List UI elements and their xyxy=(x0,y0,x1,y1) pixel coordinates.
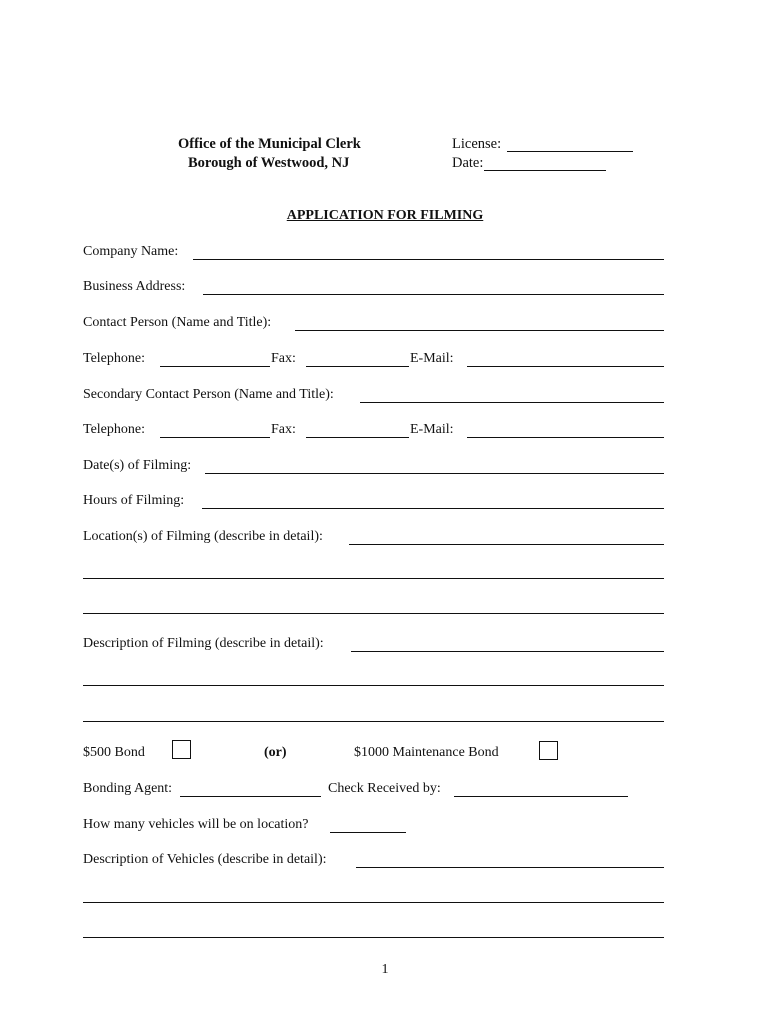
bonding-agent-label: Bonding Agent: xyxy=(83,781,173,796)
fax-field[interactable] xyxy=(306,366,409,367)
business-address-field[interactable] xyxy=(203,294,664,295)
telephone-field[interactable] xyxy=(160,366,270,367)
locations-of-filming-label: Location(s) of Filming (describe in detail): xyxy=(83,529,323,544)
page-number: 1 xyxy=(381,962,389,977)
bonding-agent-field[interactable] xyxy=(180,796,321,797)
secondary-contact-field[interactable] xyxy=(360,402,664,403)
locations-of-filming-line-3[interactable] xyxy=(83,613,664,614)
secondary-email-label: E-Mail: xyxy=(410,422,454,437)
hours-of-filming-field[interactable] xyxy=(202,508,664,509)
check-received-field[interactable] xyxy=(454,796,628,797)
secondary-fax-field[interactable] xyxy=(306,437,409,438)
email-field[interactable] xyxy=(467,366,664,367)
description-of-filming-line-2[interactable] xyxy=(83,685,664,686)
fax-label: Fax: xyxy=(271,351,296,366)
description-of-vehicles-line-2[interactable] xyxy=(83,902,664,903)
description-of-filming-label: Description of Filming (describe in detail): xyxy=(83,636,324,651)
vehicles-count-label: How many vehicles will be on location? xyxy=(83,817,309,832)
borough-title: Borough of Westwood, NJ xyxy=(188,155,350,171)
company-name-label: Company Name: xyxy=(83,244,179,259)
description-of-filming-field[interactable] xyxy=(351,651,664,652)
vehicles-count-field[interactable] xyxy=(330,832,406,833)
contact-person-field[interactable] xyxy=(295,330,664,331)
email-label: E-Mail: xyxy=(410,351,454,366)
description-of-vehicles-line-3[interactable] xyxy=(83,937,664,938)
secondary-telephone-field[interactable] xyxy=(160,437,270,438)
or-label: (or) xyxy=(264,745,287,760)
form-title: APPLICATION FOR FILMING xyxy=(286,208,484,223)
date-label-header: Date: xyxy=(452,155,484,171)
bond-500-label: $500 Bond xyxy=(83,745,145,760)
date-field-header[interactable] xyxy=(484,170,606,171)
dates-of-filming-label: Date(s) of Filming: xyxy=(83,458,192,473)
telephone-label: Telephone: xyxy=(83,351,145,366)
office-title: Office of the Municipal Clerk xyxy=(178,136,361,152)
bond-500-checkbox[interactable] xyxy=(172,740,191,759)
locations-of-filming-field[interactable] xyxy=(349,544,664,545)
business-address-label: Business Address: xyxy=(83,279,186,294)
license-label: License: xyxy=(452,136,502,152)
description-of-filming-line-3[interactable] xyxy=(83,721,664,722)
secondary-telephone-label: Telephone: xyxy=(83,422,145,437)
dates-of-filming-field[interactable] xyxy=(205,473,664,474)
contact-person-label: Contact Person (Name and Title): xyxy=(83,315,272,330)
secondary-fax-label: Fax: xyxy=(271,422,296,437)
secondary-email-field[interactable] xyxy=(467,437,664,438)
hours-of-filming-label: Hours of Filming: xyxy=(83,493,185,508)
secondary-contact-label: Secondary Contact Person (Name and Title): xyxy=(83,387,334,402)
company-name-field[interactable] xyxy=(193,259,664,260)
locations-of-filming-line-2[interactable] xyxy=(83,578,664,579)
license-field[interactable] xyxy=(507,151,633,152)
bond-1000-checkbox[interactable] xyxy=(539,741,558,760)
description-of-vehicles-label: Description of Vehicles (describe in detail): xyxy=(83,852,327,867)
check-received-label: Check Received by: xyxy=(328,781,441,796)
bond-1000-label: $1000 Maintenance Bond xyxy=(354,745,499,760)
description-of-vehicles-field[interactable] xyxy=(356,867,664,868)
